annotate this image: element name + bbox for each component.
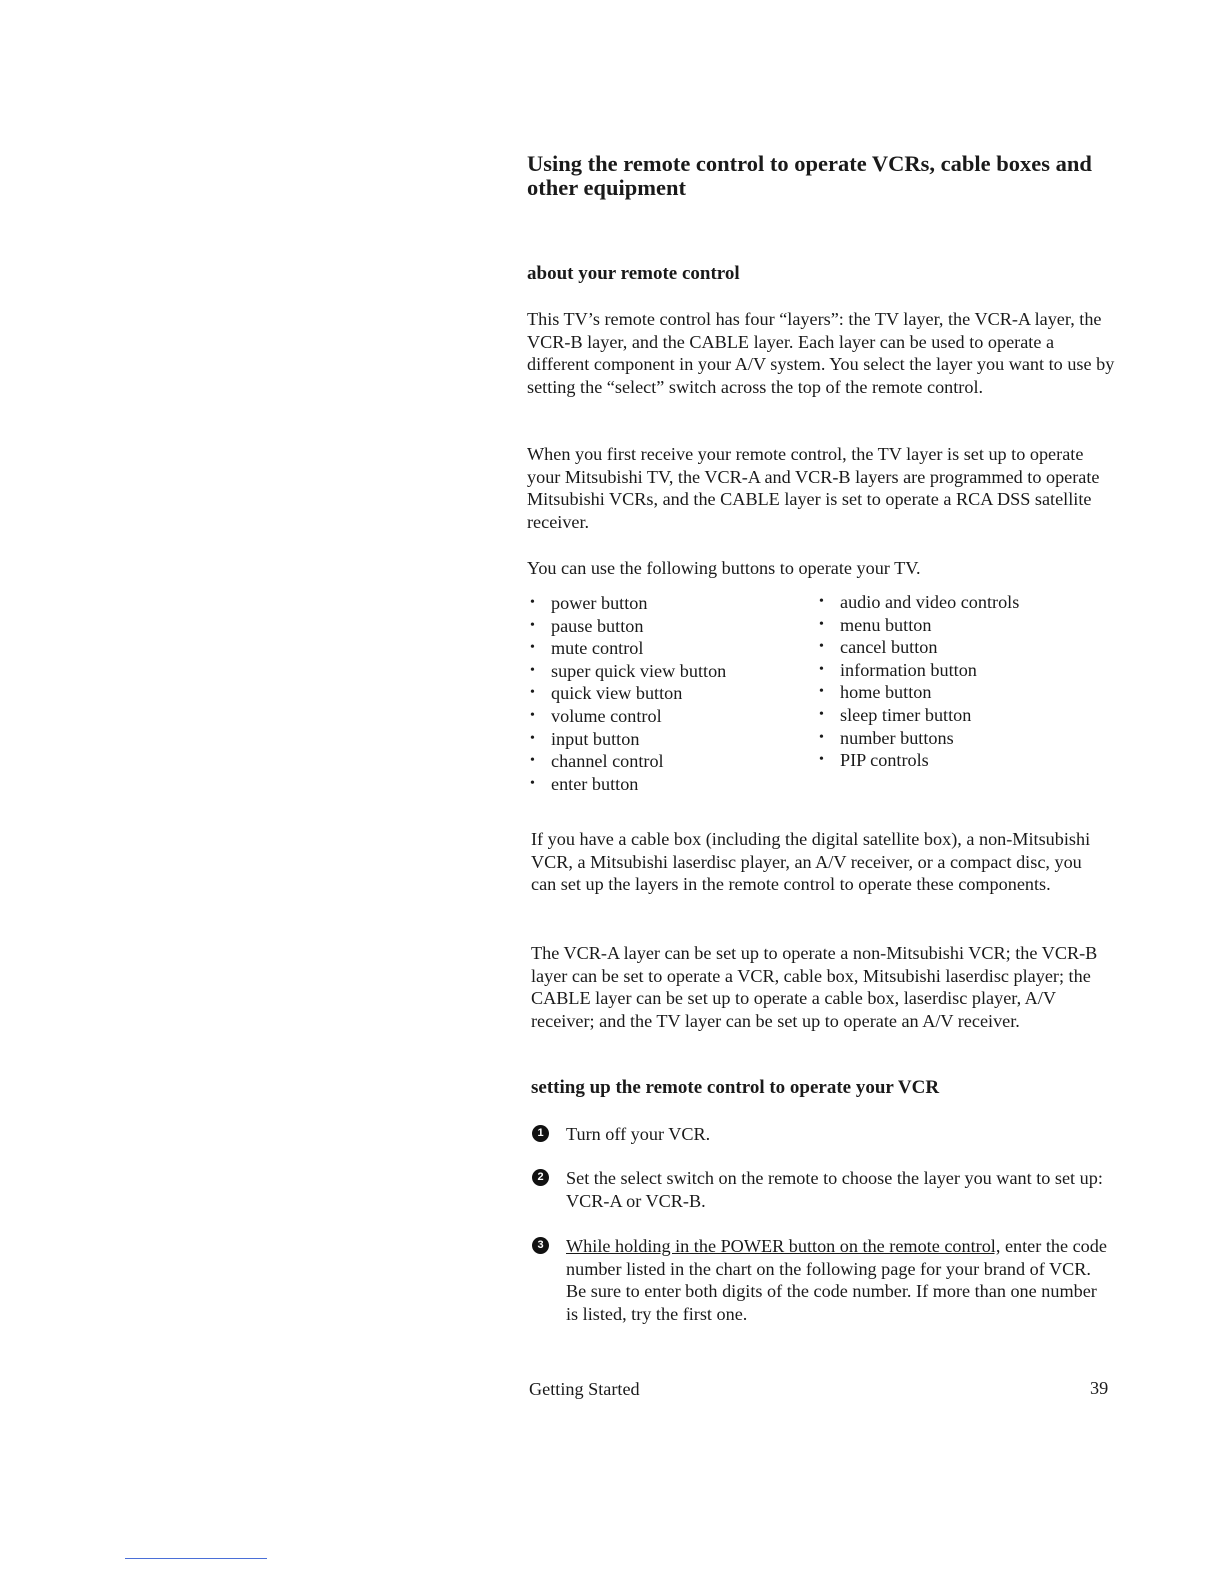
list-item-label: audio and video controls [840,592,1020,612]
section-heading-about-remote: about your remote control [527,263,740,284]
bullet-icon: • [530,753,535,769]
footnote-divider [125,1558,267,1559]
list-item-label: channel control [551,751,664,772]
setup-step-2 [532,1167,1112,1212]
bullet-icon: • [819,729,824,745]
list-item-label: pause button [551,615,644,636]
list-item-label: PIP controls [840,750,929,771]
list-item [816,659,1019,682]
paragraph-other-components: If you have a cable box (including the digital satellite box), a non-Mitsubishi VCR, a Mitsubishi laserdisc player, an A/V receiver, or a compact disc, you can set up the layers in the remote control to operate these components. [531,829,1091,895]
paragraph-default-setup: When you first receive your remote control, the TV layer is set up to operate your Mitsubishi TV, the VCR-A and VCR-B layers are programmed to operate Mitsubishi VCRs, and the CABLE layer is set to operate a RCA DSS satellite receiver. [527,444,1100,532]
tv-buttons-list-right [816,591,1019,772]
bullet-icon: • [530,617,535,633]
list-item [816,704,1019,727]
list-item [527,728,726,751]
list-item [527,660,726,683]
list-item [816,614,1019,637]
bullet-icon: • [530,640,535,656]
bullet-icon: • [819,752,824,768]
list-item-label: input button [551,728,640,749]
list-item [527,615,726,638]
footer-page-number: 39 [1090,1378,1109,1398]
setup-step-1 [532,1123,1112,1146]
bullet-icon: • [530,775,535,791]
list-item-label: menu button [840,614,932,635]
setup-step-3 [532,1235,1112,1325]
list-item [527,592,726,615]
list-item [527,682,726,705]
step-number-badge: 3 [532,1237,549,1254]
step-number-badge: 1 [532,1125,549,1142]
bullet-icon: • [819,661,824,677]
bullet-icon: • [530,707,535,723]
list-item [816,591,1019,614]
list-item-label: enter button [551,773,639,794]
list-item [527,773,726,796]
paragraph-layers-intro: This TV’s remote control has four “layers”: the TV layer, the VCR-A layer, the VCR-B layer, and the CABLE layer. Each layer can be used to operate a different component in your A/V system. You select the layer you want to use by setting the “select” switch across the top of the remote control. [527,309,1115,397]
list-item-label: super quick view button [551,660,727,681]
bullet-icon: • [530,685,535,701]
paragraph-layer-options: The VCR-A layer can be set up to operate a non-Mitsubishi VCR; the VCR-B layer can be set to operate a VCR, cable box, Mitsubishi laserdisc player; the CABLE layer can be set up to operate a cable box, laserdisc player, A/V receiver; and the TV layer can be set up to operate an A/V receiver. [531,943,1098,1031]
list-item-label: mute control [551,638,644,659]
list-item [527,705,726,728]
step-text: Turn off your VCR. [566,1124,711,1144]
bullet-icon: • [819,639,824,655]
list-item-label: number buttons [840,727,954,748]
list-item-label: home button [840,682,932,703]
paragraph-buttons-intro: You can use the following buttons to operate your TV. [527,558,921,578]
step-text [566,1235,1112,1325]
step-emphasis: While holding in the POWER button on the remote control, [566,1236,1001,1256]
bullet-icon: • [819,594,824,609]
list-item-label: power button [551,593,648,613]
list-item [816,636,1019,659]
bullet-icon: • [530,595,535,610]
list-item [816,727,1019,750]
list-item [816,749,1019,772]
bullet-icon: • [819,684,824,700]
list-item-label: information button [840,659,977,680]
section-heading-setup-vcr: setting up the remote control to operate your VCR [531,1077,940,1098]
step-number-badge: 2 [532,1169,549,1186]
bullet-icon: • [530,662,535,678]
list-item-label: quick view button [551,683,683,704]
step-text: Set the select switch on the remote to choose the layer you want to set up: VCR-A or VCR-B. [566,1168,1103,1211]
list-item-label: sleep timer button [840,704,972,725]
bullet-icon: • [819,706,824,722]
tv-buttons-list-left [527,592,726,795]
list-item [527,637,726,660]
list-item-label: volume control [551,705,662,726]
bullet-icon: • [819,616,824,632]
bullet-icon: • [530,730,535,746]
list-item [527,750,726,773]
list-item-label: cancel button [840,637,938,658]
list-item [816,681,1019,704]
footer-section-name: Getting Started [529,1379,640,1399]
page-title: Using the remote control to operate VCRs, cable boxes and other equipment [527,151,1092,200]
step-text-continued: enter the code number listed in the chart on the following page for your brand of VCR. Be sure to enter both digits of the code number. If more than one number is listed, try the first one. [566,1236,1107,1324]
